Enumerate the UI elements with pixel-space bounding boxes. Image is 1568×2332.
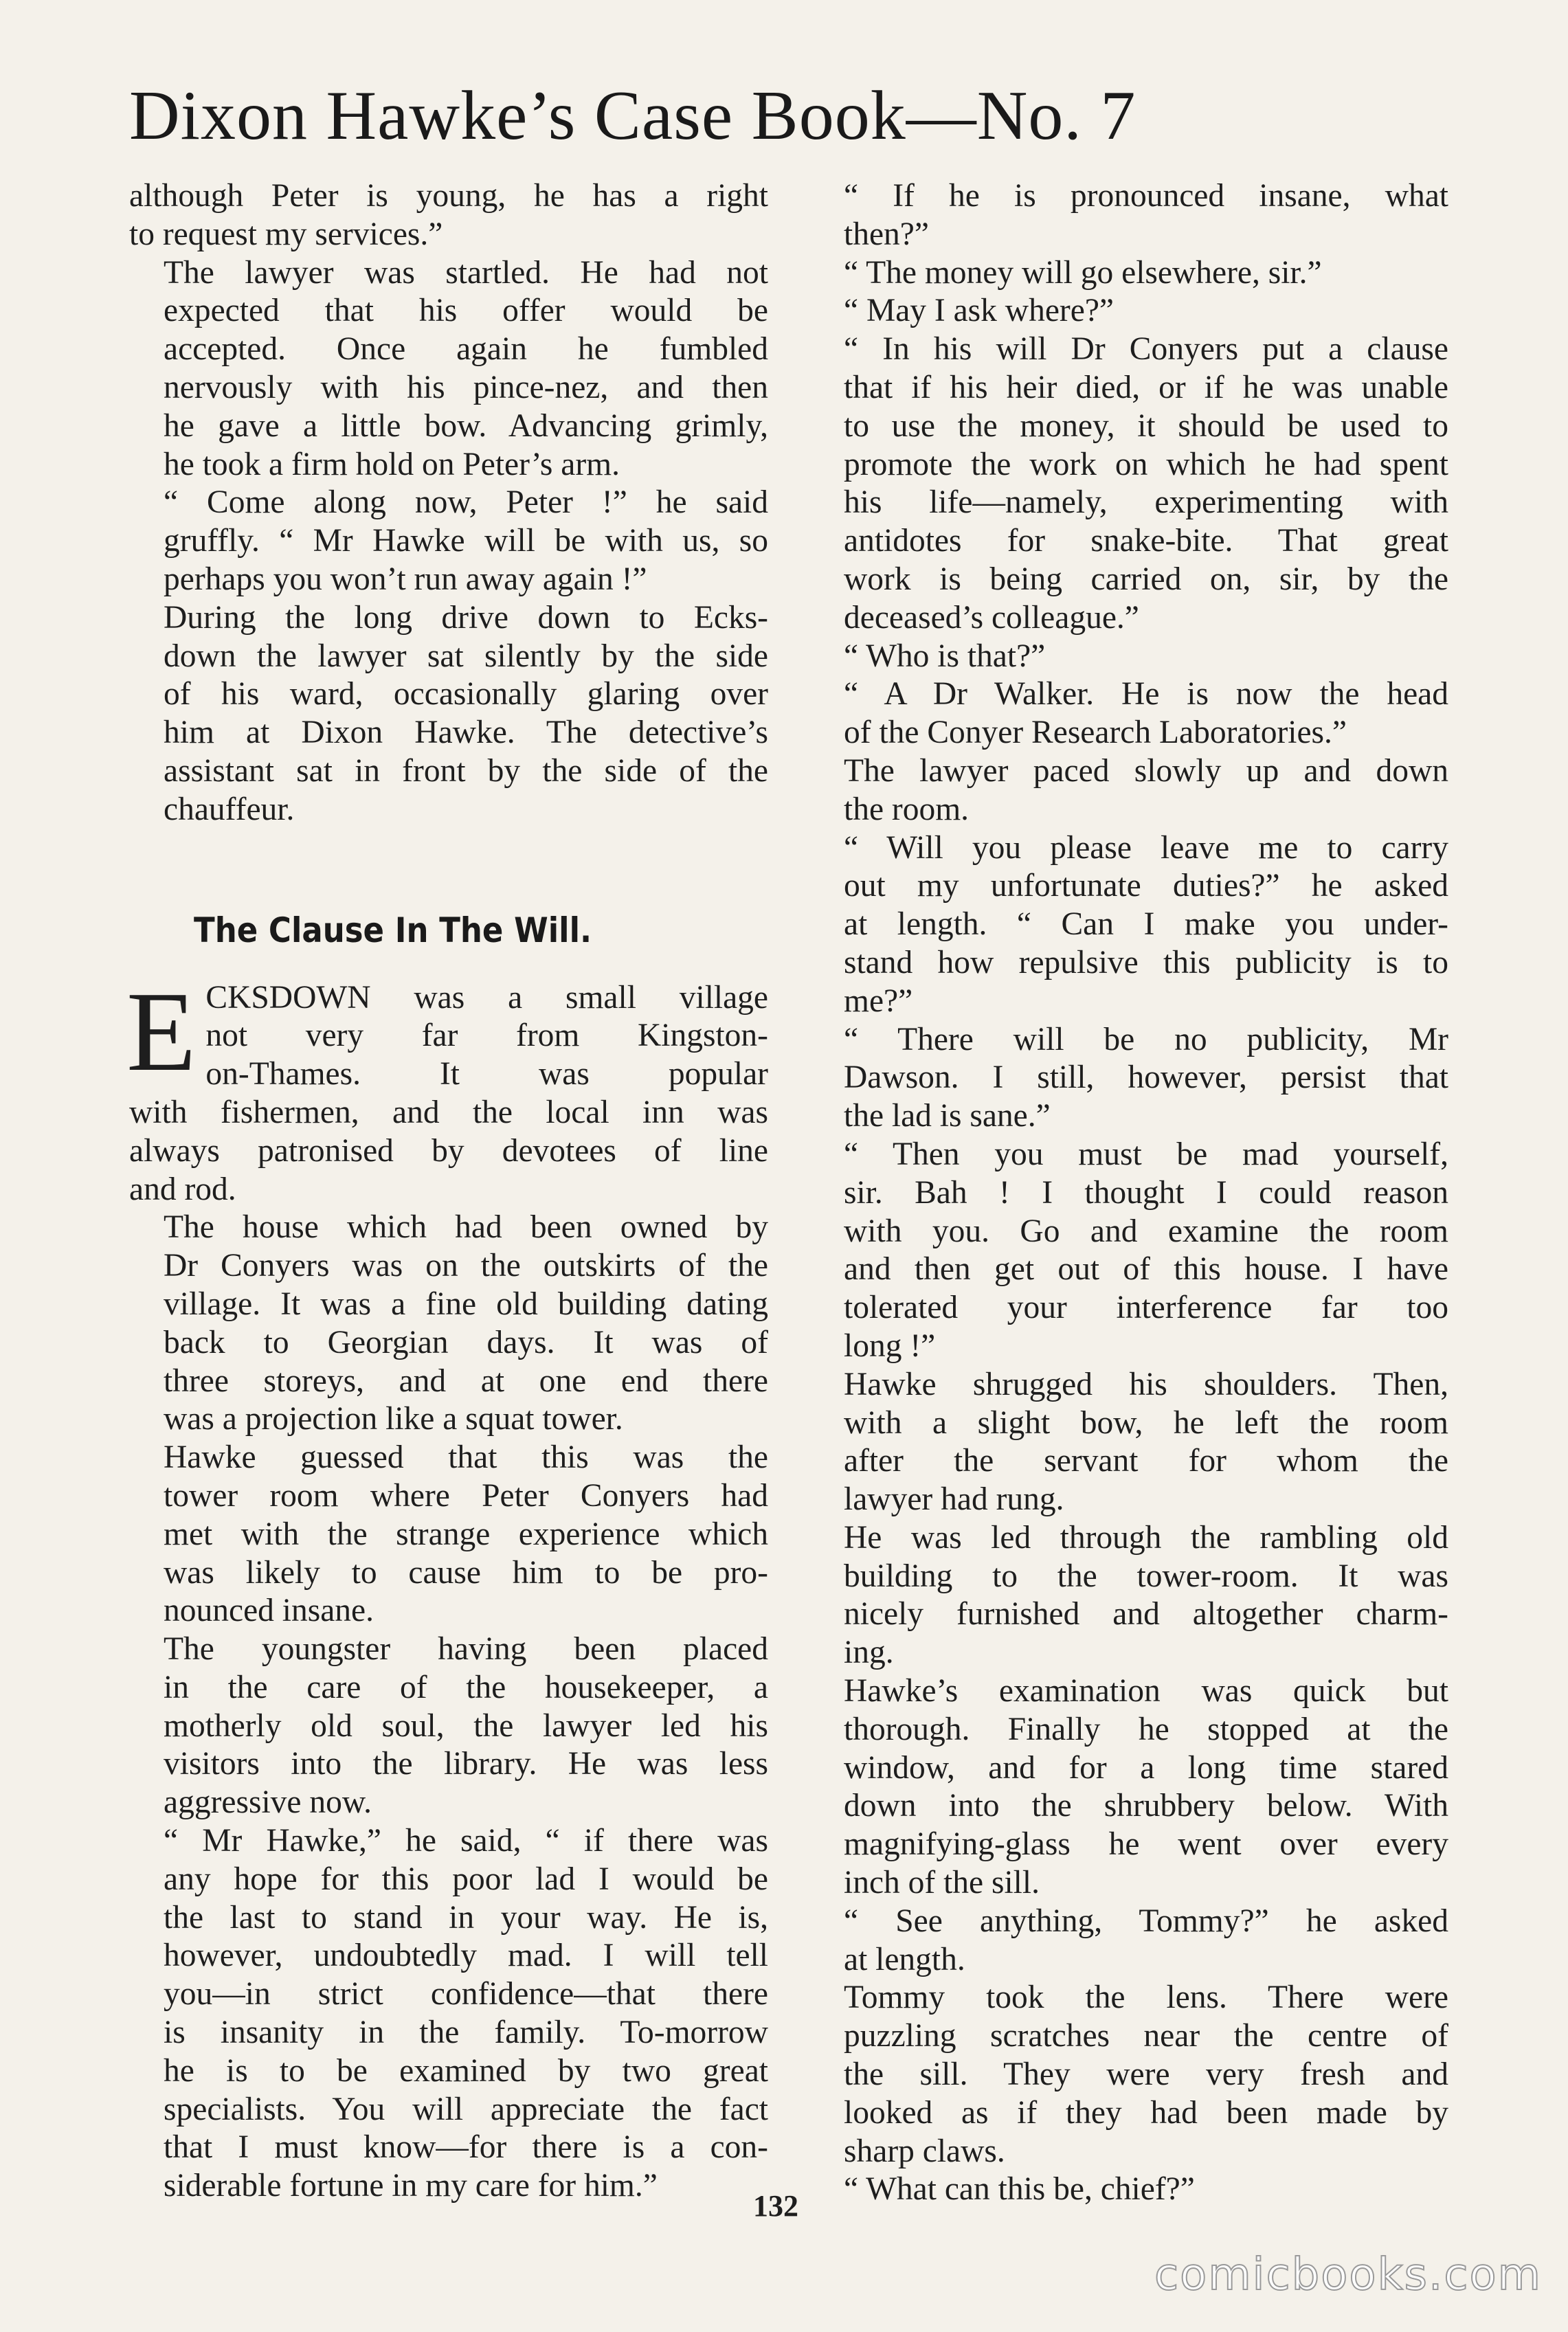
text-line: long !” — [844, 1327, 936, 1364]
paragraph — [809, 638, 1448, 676]
text-line: The house which had been owned by — [164, 1209, 768, 1246]
text-line: work is being carried on, sir, by the — [844, 561, 1448, 597]
paragraph — [809, 752, 1448, 829]
paragraph — [809, 177, 1448, 254]
text-line: thorough. Finally he stopped at the — [844, 1711, 1448, 1747]
text-line: Hawke’s examination was quick but — [844, 1673, 1448, 1709]
paragraph — [809, 330, 1448, 637]
text-line: always patronised by devotees of line — [129, 1132, 768, 1169]
text-line: window, and for a long time stared — [844, 1749, 1448, 1786]
text-line: then?” — [844, 216, 929, 252]
text-line: and rod. — [129, 1171, 236, 1207]
text-line: ing. — [844, 1635, 894, 1671]
text-line: of his ward, occasionally glaring over — [164, 676, 768, 713]
text-line: me?” — [844, 983, 913, 1019]
text-line: you—in strict confidence—that there — [164, 1976, 768, 2013]
text-line: nervously with his pince-nez, and then — [164, 369, 768, 405]
text-line: “ In his will Dr Conyers put a clause — [844, 331, 1448, 368]
text-line: was a projection like a squat tower. — [164, 1401, 623, 1437]
text-line: perhaps you won’t run away again !” — [164, 561, 647, 597]
text-line: Tommy took the lens. There were — [844, 1980, 1448, 2016]
paragraph — [809, 292, 1448, 330]
paragraph — [809, 1519, 1448, 1672]
text-line: building to the tower-room. It was — [844, 1558, 1448, 1594]
text-line: puzzling scratches near the centre of — [844, 2018, 1448, 2054]
paragraph — [809, 829, 1448, 1021]
text-line: three storeys, and at one end there — [164, 1363, 768, 1399]
text-line: “ Then you must be mad yourself, — [844, 1136, 1448, 1172]
text-line: assistant sat in front by the side of the — [164, 752, 768, 789]
text-line: to use the money, it should be used to — [844, 407, 1448, 444]
section-heading: The Clause In The Will. — [194, 910, 592, 950]
paragraph — [129, 1439, 768, 1630]
text-line: of the Conyer Research Laboratories.” — [844, 715, 1347, 751]
text-line: lawyer had rung. — [844, 1481, 1064, 1518]
text-line: “ There will be no publicity, Mr — [844, 1021, 1448, 1057]
text-line: back to Georgian days. It was of — [164, 1324, 768, 1360]
text-line: his life—namely, experimenting with — [844, 484, 1448, 521]
paragraph — [129, 484, 768, 598]
text-line: accepted. Once again he fumbled — [164, 331, 768, 368]
text-line: chauffeur. — [164, 791, 295, 827]
text-line: on-Thames. It was popular — [205, 1056, 768, 1092]
text-line: to request my services.” — [129, 216, 443, 252]
text-line: visitors into the library. He was less — [164, 1746, 768, 1782]
paragraph — [129, 1209, 768, 1439]
text-line: at length. “ Can I make you under- — [844, 906, 1448, 943]
text-line: “ The money will go elsewhere, sir.” — [844, 254, 1322, 291]
text-line: tower room where Peter Conyers had — [164, 1477, 768, 1514]
paragraph — [129, 1630, 768, 1822]
paragraph — [809, 675, 1448, 752]
dropcap-paragraph — [126, 967, 768, 1209]
text-line: Dr Conyers was on the outskirts of the — [164, 1248, 768, 1284]
text-line: He was led through the rambling old — [844, 1519, 1448, 1556]
text-line: tolerated your interference far too — [844, 1290, 1448, 1326]
text-line: CKSDOWN was a small village — [205, 979, 768, 1016]
text-line: any hope for this poor lad I would be — [164, 1861, 768, 1897]
text-line: after the servant for whom the — [844, 1443, 1448, 1479]
text-line: aggressive now. — [164, 1784, 372, 1821]
page-title: Dixon Hawke’s Case Book—No. 7 — [129, 77, 1136, 155]
text-line: stand how repulsive this publicity is to — [844, 944, 1448, 980]
text-line: down into the shrubbery below. With — [844, 1788, 1448, 1824]
text-line: the room. — [844, 791, 970, 827]
text-line: down the lawyer sat silently by the side — [164, 638, 768, 674]
text-line: that I must know—for there is a con- — [164, 2129, 768, 2166]
text-line: siderable fortune in my care for him.” — [164, 2168, 658, 2204]
text-line: motherly old soul, the lawyer led his — [164, 1707, 768, 1744]
text-line: sir. Bah ! I thought I could reason — [844, 1174, 1448, 1211]
text-line: the last to stand in your way. He is, — [164, 1899, 768, 1936]
text-line: in the care of the housekeeper, a — [164, 1669, 768, 1705]
paragraph — [809, 1136, 1448, 1366]
text-line: antidotes for snake-bite. That great — [844, 523, 1448, 559]
text-line: “ See anything, Tommy?” he asked — [844, 1903, 1448, 1939]
text-line: The youngster having been placed — [164, 1631, 768, 1668]
text-line: gruffly. “ Mr Hawke will be with us, so — [164, 523, 768, 559]
text-line: at length. — [844, 1941, 965, 1977]
text-line: expected that his offer would be — [164, 293, 768, 329]
text-line: “ Mr Hawke,” he said, “ if there was — [164, 1823, 768, 1859]
text-line: the lad is sane.” — [844, 1098, 1051, 1134]
text-line: “ May I ask where?” — [844, 293, 1114, 329]
text-line: specialists. You will appreciate the fact — [164, 2091, 768, 2127]
text-line: and then get out of this house. I have — [844, 1251, 1448, 1288]
text-line: magnifying-glass he went over every — [844, 1826, 1448, 1863]
paragraph — [129, 254, 768, 484]
text-line: with fishermen, and the local inn was — [129, 1094, 768, 1130]
paragraph — [809, 2171, 1448, 2209]
text-line: “ Come along now, Peter !” he said — [164, 484, 768, 521]
paragraph — [809, 1021, 1448, 1136]
text-line: nicely furnished and altogether charm- — [844, 1596, 1448, 1633]
text-line: was likely to cause him to be pro- — [164, 1554, 768, 1591]
text-line: with you. Go and examine the room — [844, 1213, 1448, 1249]
text-line: he gave a little bow. Advancing grimly, — [164, 407, 768, 444]
text-line: however, undoubtedly mad. I will tell — [164, 1938, 768, 1974]
text-line: deceased’s colleague.” — [844, 599, 1139, 636]
text-line: with a slight bow, he left the room — [844, 1404, 1448, 1441]
text-line: he took a firm hold on Peter’s arm. — [164, 446, 620, 482]
text-line: is insanity in the family. To-morrow — [164, 2015, 768, 2051]
text-line: Hawke shrugged his shoulders. Then, — [844, 1366, 1448, 1402]
text-line: nounced insane. — [164, 1593, 374, 1629]
paragraph — [129, 599, 768, 829]
text-line: “ If he is pronounced insane, what — [844, 178, 1448, 214]
text-line: The lawyer paced slowly up and down — [844, 752, 1448, 789]
text-line: Hawke guessed that this was the — [164, 1439, 768, 1476]
text-line: looked as if they had been made by — [844, 2094, 1448, 2131]
text-line: promote the work on which he had spent — [844, 446, 1448, 482]
paragraph — [129, 1822, 768, 2206]
text-line: him at Dixon Hawke. The detective’s — [164, 715, 768, 751]
text-line: The lawyer was startled. He had not — [164, 254, 768, 291]
text-line: that if his heir died, or if he was unable — [844, 369, 1448, 405]
text-line: sharp claws. — [844, 2133, 1005, 2169]
paragraph — [129, 177, 768, 254]
text-line: “ Will you please leave me to carry — [844, 829, 1448, 866]
paragraph — [809, 1979, 1448, 2171]
drop-cap-letter: E — [126, 967, 197, 1095]
text-line: “ A Dr Walker. He is now the head — [844, 676, 1448, 713]
text-line: “ Who is that?” — [844, 638, 1046, 674]
watermark: comicbooks.com — [1154, 2250, 1542, 2300]
text-line: he is to be examined by two great — [164, 2052, 768, 2089]
right-column — [809, 177, 1448, 2209]
left-column — [126, 177, 768, 2206]
text-line: met with the strange experience which — [164, 1516, 768, 1552]
paragraph — [809, 254, 1448, 293]
text-line: out my unfortunate duties?” he asked — [844, 868, 1448, 904]
paragraph — [809, 1672, 1448, 1903]
page-number: 132 — [753, 2189, 798, 2223]
text-line: not very far from Kingston- — [205, 1018, 768, 1054]
text-line: During the long drive down to Ecks- — [164, 599, 768, 636]
text-line: the sill. They were very fresh and — [844, 2056, 1448, 2093]
text-line: “ What can this be, chief?” — [844, 2171, 1195, 2208]
text-line: although Peter is young, he has a right — [129, 178, 768, 214]
paragraph — [809, 1366, 1448, 1519]
text-line: inch of the sill. — [844, 1865, 1040, 1901]
text-line: Dawson. I still, however, persist that — [844, 1060, 1448, 1096]
paragraph — [809, 1903, 1448, 1980]
text-line: village. It was a fine old building dating — [164, 1286, 768, 1322]
